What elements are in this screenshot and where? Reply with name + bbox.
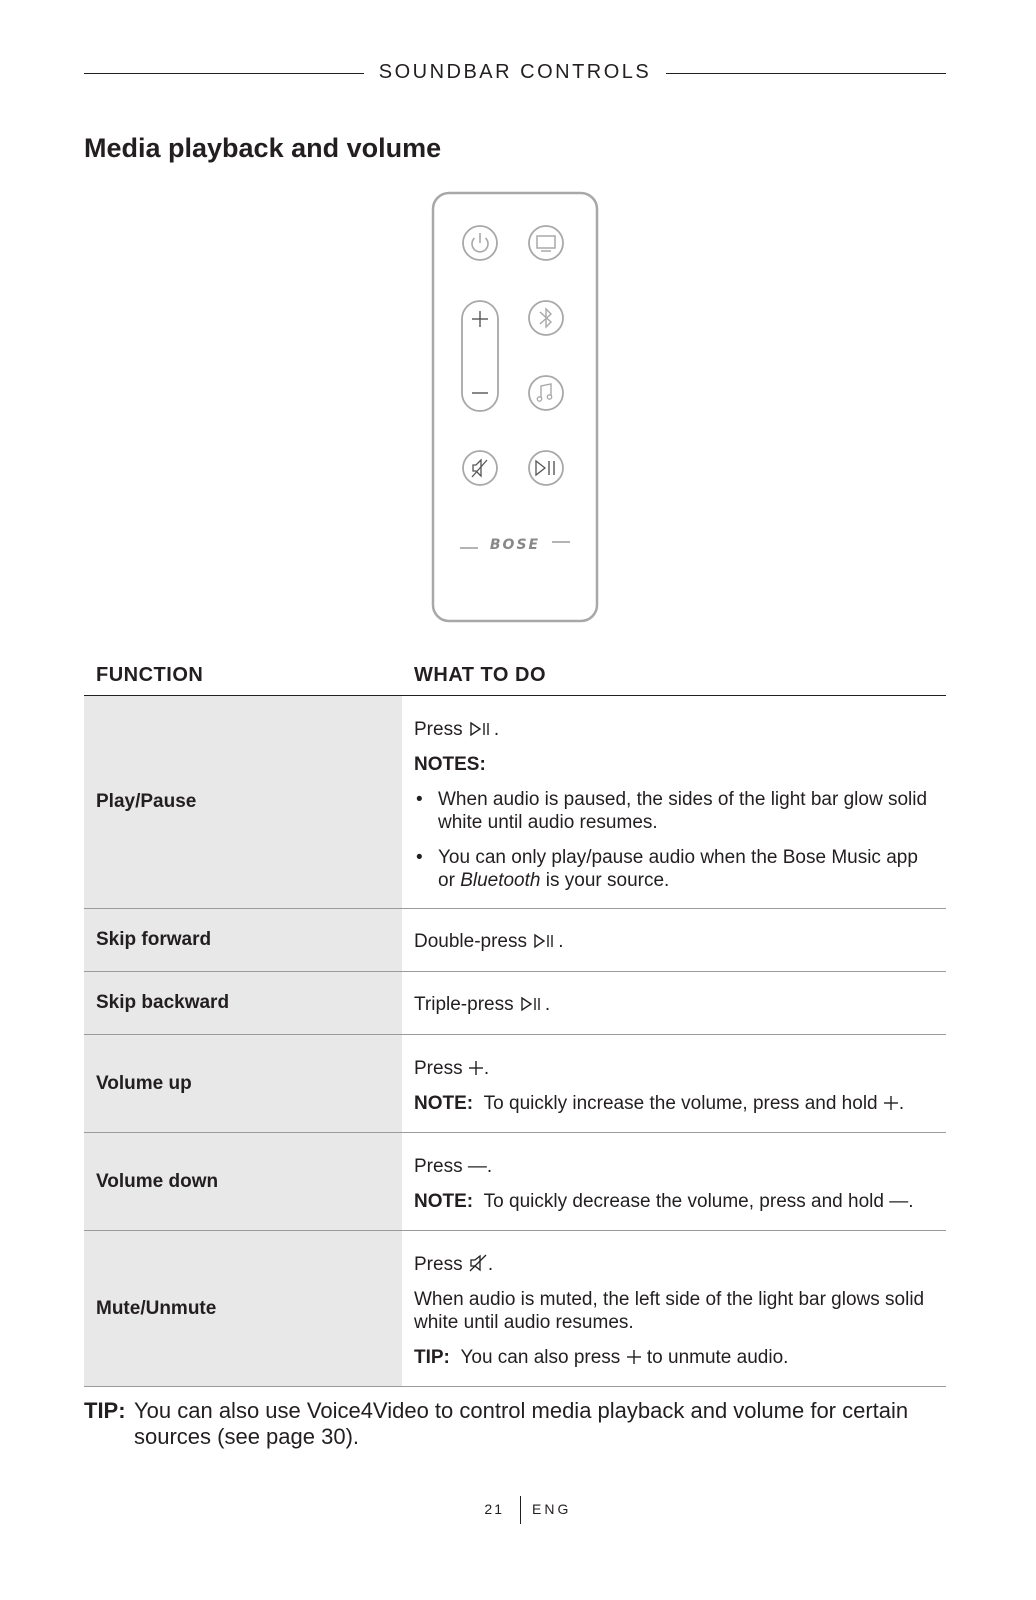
table-row [84,1035,946,1133]
column-header-what-to-do: WHAT TO DO [414,664,547,686]
remote-control-illustration [430,190,600,626]
page-tip [84,1398,946,1450]
play-pause-icon [519,996,545,1012]
notes-label: NOTES: [414,754,486,775]
function-cell: Skip forward [84,909,402,971]
plus-icon [626,1349,642,1365]
tip-text: You can also use Voice4Video to control media playback and volume for certain sources (see page 30). [134,1398,909,1449]
note-label: NOTE: [414,1093,474,1114]
mute-icon [468,1254,488,1272]
note-label: NOTE: [414,1191,474,1212]
function-cell: Volume up [84,1035,402,1132]
what-to-do-cell: Triple-press . [414,994,551,1015]
table-row [84,909,946,972]
remote-body [433,193,597,621]
svg-text:BOSE: BOSE [489,537,541,553]
controls-table [84,650,946,1387]
what-to-do-cell: Press . When audio is muted, the left side of the light bar glows solid white until audio resumes. TIP: You can also press to unmute audio. [414,1254,925,1368]
header-title: SOUNDBAR CONTROLS [371,61,660,83]
table-row [84,972,946,1035]
what-to-do-cell: Press . NOTES: • When audio is paused, the sides of the light bar glow solid white until audio resumes. • You can only play/pause audio when the Bose Music app or Bluetooth is your source. [402,696,946,908]
what-to-do-cell: Press —. NOTE: To quickly decrease the volume, press and hold —. [414,1156,914,1212]
function-cell: Play/Pause [84,696,402,908]
running-header [84,58,946,88]
function-cell: Skip backward [84,972,402,1034]
what-to-do-cell: Double-press . [414,931,564,952]
tip-label: TIP: [414,1347,450,1368]
plus-icon [468,1060,484,1076]
section-title: Media playback and volume [84,133,442,163]
language-code: ENG [532,1501,572,1517]
play-pause-icon [532,933,558,949]
function-cell: Mute/Unmute [84,1231,402,1386]
page-footer [0,1496,1036,1526]
list-item: • You can only play/pause audio when the Bose Music app or Bluetooth is your source. [416,847,918,891]
function-cell: Volume down [84,1133,402,1230]
table-row [84,696,946,909]
table-row [84,1231,946,1387]
plus-icon [883,1095,899,1111]
table-header [84,650,946,696]
play-pause-icon [468,721,494,737]
column-header-function: FUNCTION [96,664,204,686]
list-item: • When audio is paused, the sides of the light bar glow solid white until audio resumes. [416,789,928,833]
tip-label: TIP: [84,1398,126,1423]
what-to-do-cell: Press . NOTE: To quickly increase the volume, press and hold . [414,1058,905,1114]
footer-divider [520,1496,521,1524]
table-row [84,1133,946,1231]
page-number: 21 [484,1501,504,1517]
